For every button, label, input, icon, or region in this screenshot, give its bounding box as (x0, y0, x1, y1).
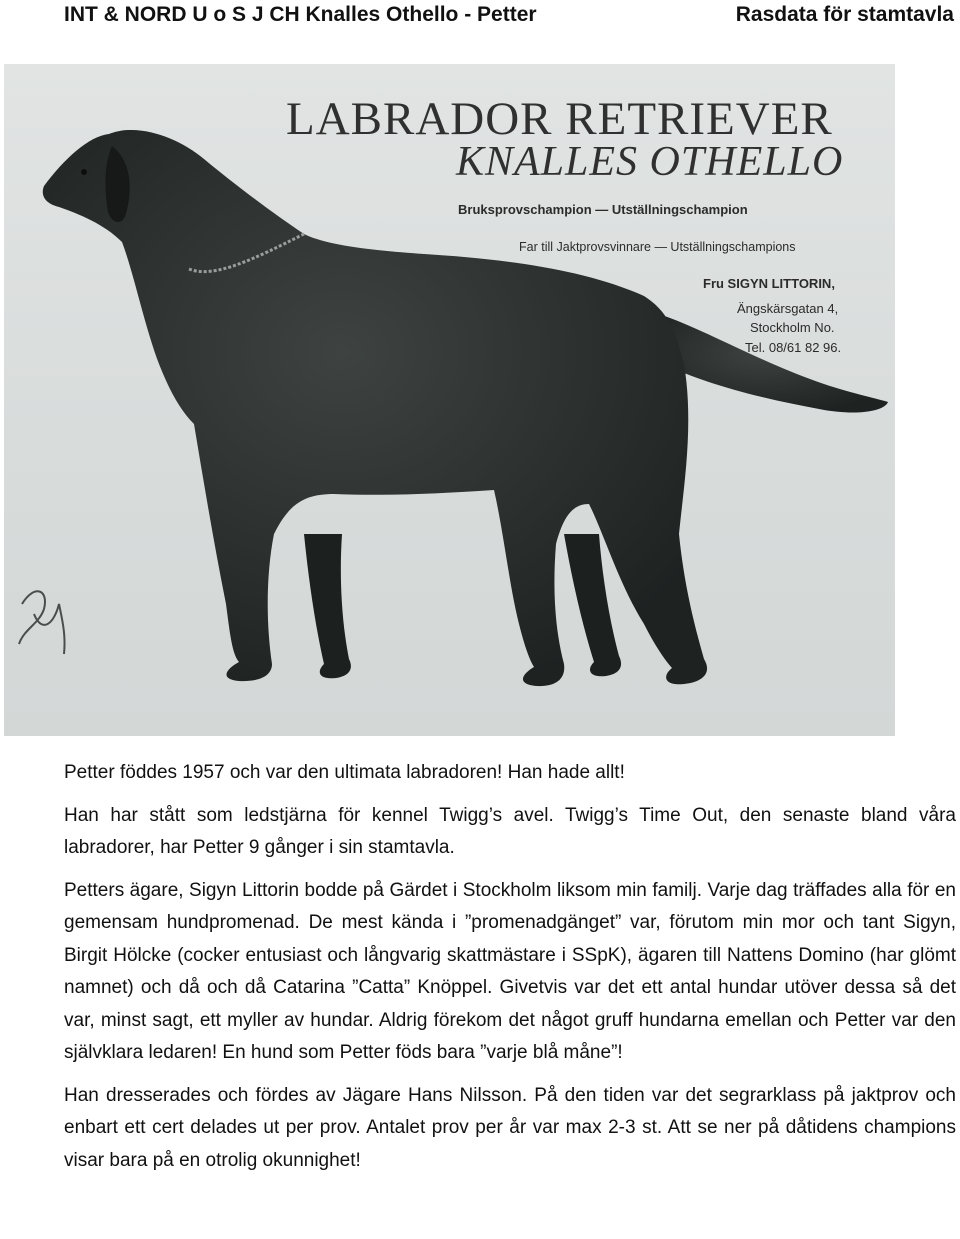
owner-phone: Tel. 08/61 82 96. (745, 340, 842, 355)
paragraph-training: Han dresserades och fördes av Jägare Hans Nilsson. På den tiden var det segrarklass på jaktprov och enbart ett cert delades ut per prov. Antalet prov per år var max 2-3 st. Att se ner på dåtidens champions visar bara på en otrolig okunnighet! (64, 1084, 956, 1171)
advertisement-photo (4, 64, 895, 736)
header-subtitle: Rasdata för stamtavla (735, 3, 954, 26)
paragraph-kennel: Han har stått som ledstjärna för kennel Twigg’s avel. Twigg’s Time Out, den senaste bland våra labradorer, har Petter 9 gånger i sin stamtavla. (64, 804, 956, 858)
breed-heading: LABRADOR RETRIEVER (286, 93, 833, 145)
paragraph-owner: Petters ägare, Sigyn Littorin bodde på Gärdet i Stockholm liksom min familj. Varje dag träffades alla för en gemensam hundpromenad. De mest kända i ”promenadgänget” var, förutom min mor och tant Sigyn, Birgit Hölcke (cocker entusiast och långvarig skattmästare i SSpK), ägaren till Nattens Domino (har glömt namnet) och då och då Catarina ”Catta” Knöppel. Givetvis var det ett antal hundar utöver dessa så det var, minst sagt, ett myller av hundar. Aldrig förekom det något gruff hundarna emellan och Petter var den självklara ledaren! En hund som Petter föds bara ”varje blå måne”! (64, 879, 956, 1063)
article-body (64, 757, 956, 1177)
document-header (64, 0, 954, 30)
paragraph-intro: Petter föddes 1957 och var den ultimata labradoren! Han hade allt! (64, 762, 625, 783)
owner-name: Fru SIGYN LITTORIN, (703, 276, 835, 291)
titles-line: Bruksprovschampion — Utställningschampion (458, 202, 748, 217)
header-title: INT & NORD U o S J CH Knalles Othello - Petter (64, 3, 537, 26)
dog-name-heading: KNALLES OTHELLO (456, 139, 844, 185)
sire-line: Far till Jaktprovsvinnare — Utställningschampions (519, 240, 796, 254)
owner-city: Stockholm No. (750, 320, 835, 335)
owner-street: Ängskärsgatan 4, (737, 301, 839, 316)
